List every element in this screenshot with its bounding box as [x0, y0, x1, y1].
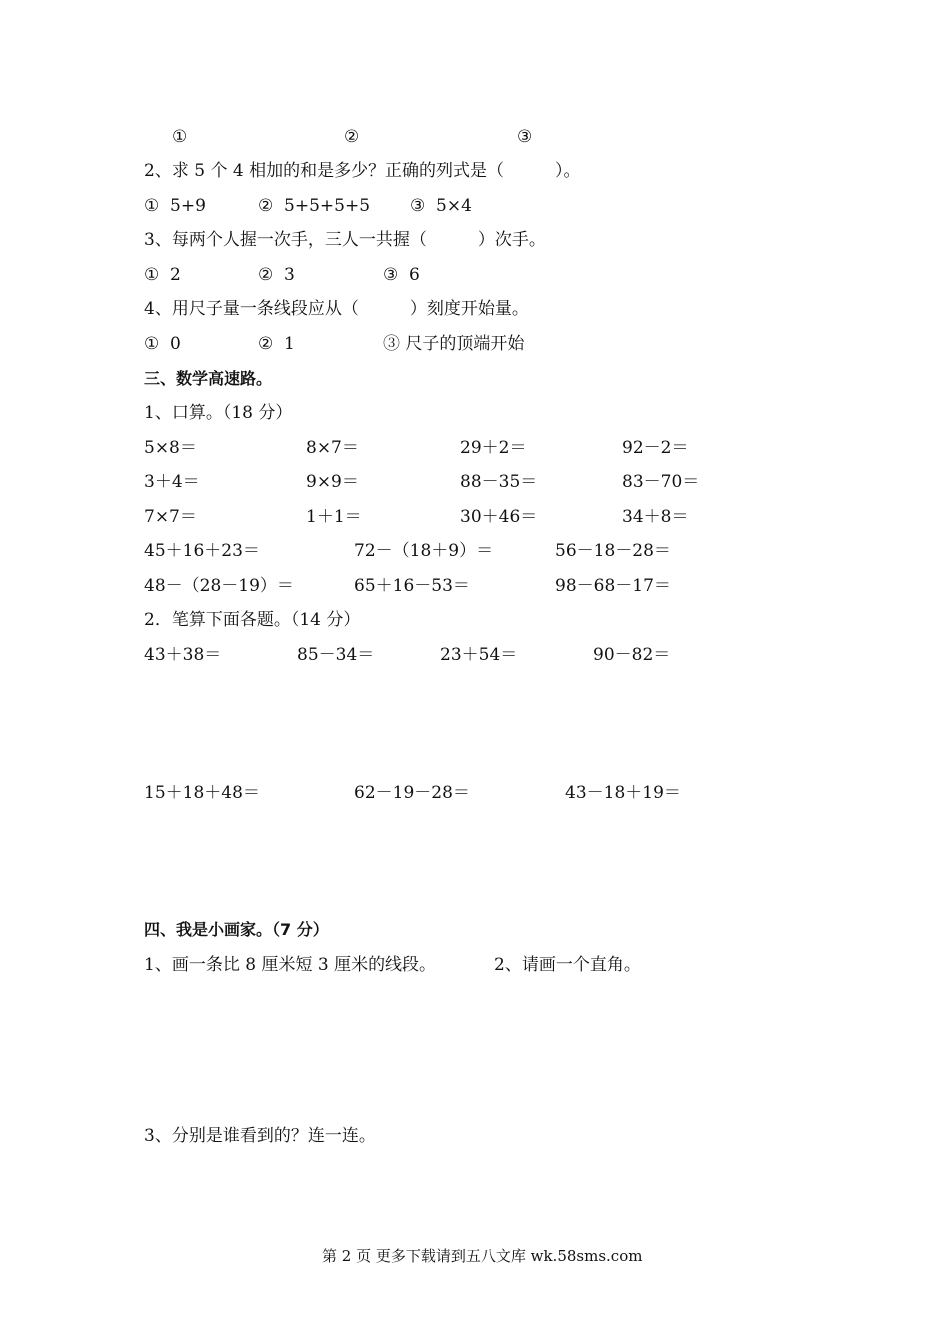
written-problem: 23＋54＝ — [440, 645, 518, 665]
written-problem: 90－82＝ — [593, 645, 671, 665]
oral-problem: 88－35＝ — [460, 472, 538, 492]
q4-option-3: ③ 尺子的顶端开始 — [383, 334, 525, 354]
oral-problem: 34＋8＝ — [622, 507, 689, 527]
written-calculation-title: 2．笔算下面各题。（14 分） — [144, 610, 361, 630]
q2-option-2: ② 5+5+5+5 — [258, 196, 371, 216]
section-4-heading: 四、我是小画家。（7 分） — [144, 920, 329, 939]
q3-option-2: ② 3 — [258, 265, 295, 285]
written-problem: 15＋18＋48＝ — [144, 783, 260, 803]
oral-problem: 7×7＝ — [144, 507, 197, 527]
oral-problem: 30＋46＝ — [460, 507, 538, 527]
top-option-1: ① — [172, 127, 188, 147]
oral-problem: 98－68－17＝ — [555, 576, 671, 596]
oral-problem: 92－2＝ — [622, 438, 689, 458]
oral-arithmetic-title: 1、口算。（18 分） — [144, 403, 293, 423]
question-3: 3、每两个人握一次手，三人一共握（ ）次手。 — [144, 230, 546, 250]
section-3-heading: 三、数学高速路。 — [144, 369, 273, 388]
question-2: 2、求 5 个 4 相加的和是多少？正确的列式是（ ）。 — [144, 161, 581, 181]
q4-option-1: ① 0 — [144, 334, 181, 354]
written-problem: 43＋38＝ — [144, 645, 222, 665]
oral-problem: 45＋16＋23＝ — [144, 541, 260, 561]
oral-problem: 9×9＝ — [306, 472, 359, 492]
oral-problem: 65＋16－53＝ — [354, 576, 470, 596]
q3-option-3: ③ 6 — [383, 265, 420, 285]
oral-problem: 8×7＝ — [306, 438, 359, 458]
written-problem: 62－19－28＝ — [354, 783, 470, 803]
oral-problem: 48－（28－19）＝ — [144, 576, 294, 596]
top-option-2: ② — [344, 127, 360, 147]
question-4: 4、用尺子量一条线段应从（ ）刻度开始量。 — [144, 299, 529, 319]
drawing-question-1: 1、画一条比 8 厘米短 3 厘米的线段。 — [144, 955, 437, 975]
oral-problem: 5×8＝ — [144, 438, 197, 458]
oral-problem: 1＋1＝ — [306, 507, 362, 527]
page-footer: 第 2 页 更多下载请到五八文库 wk.58sms.com — [322, 1247, 643, 1265]
oral-problem: 29＋2＝ — [460, 438, 527, 458]
top-option-3: ③ — [517, 127, 533, 147]
q4-option-2: ② 1 — [258, 334, 295, 354]
drawing-question-3: 3、分别是谁看到的？连一连。 — [144, 1126, 376, 1146]
q2-option-1: ① 5+9 — [144, 196, 206, 216]
written-problem: 85－34＝ — [297, 645, 375, 665]
oral-problem: 72－（18＋9）＝ — [354, 541, 494, 561]
q3-option-1: ① 2 — [144, 265, 181, 285]
written-problem: 43－18＋19＝ — [565, 783, 681, 803]
oral-problem: 3＋4＝ — [144, 472, 200, 492]
drawing-question-2: 2、请画一个直角。 — [494, 955, 641, 975]
q2-option-3: ③ 5×4 — [410, 196, 472, 216]
oral-problem: 56－18－28＝ — [555, 541, 671, 561]
oral-problem: 83－70＝ — [622, 472, 700, 492]
